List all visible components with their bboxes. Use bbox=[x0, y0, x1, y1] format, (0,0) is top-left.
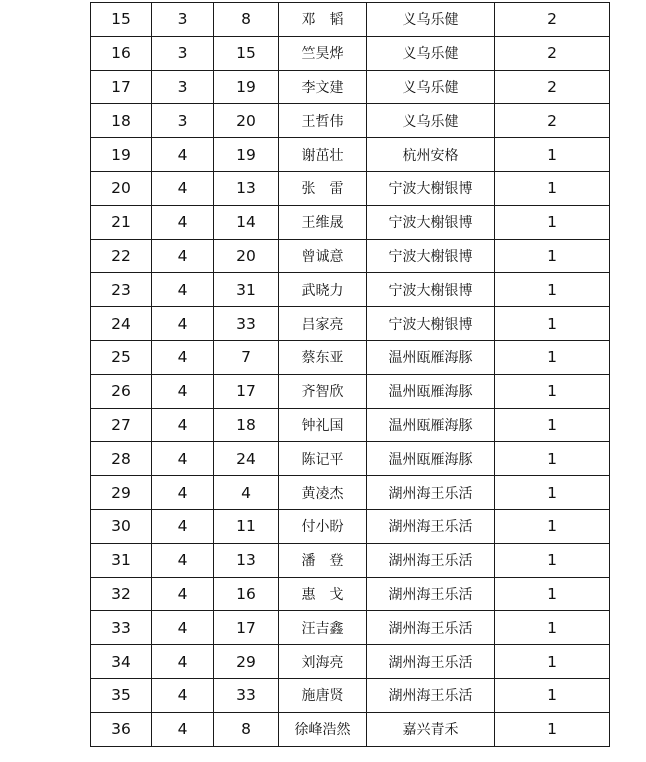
player-name-cell: 蔡东亚 bbox=[279, 340, 367, 374]
player-number-cell: 13 bbox=[214, 543, 279, 577]
round-cell: 4 bbox=[152, 340, 214, 374]
round-cell: 3 bbox=[152, 70, 214, 104]
rank-cell: 16 bbox=[91, 36, 152, 70]
player-number-cell: 16 bbox=[214, 577, 279, 611]
round-cell: 4 bbox=[152, 509, 214, 543]
club-cell: 湖州海王乐活 bbox=[367, 611, 495, 645]
club-cell: 湖州海王乐活 bbox=[367, 645, 495, 679]
rank-cell: 22 bbox=[91, 239, 152, 273]
player-name-cell: 曾诚意 bbox=[279, 239, 367, 273]
club-cell: 义乌乐健 bbox=[367, 3, 495, 37]
rank-cell: 31 bbox=[91, 543, 152, 577]
club-cell: 杭州安格 bbox=[367, 138, 495, 172]
rank-cell: 27 bbox=[91, 408, 152, 442]
rank-cell: 33 bbox=[91, 611, 152, 645]
round-cell: 4 bbox=[152, 138, 214, 172]
player-name-cell: 邓 韬 bbox=[279, 3, 367, 37]
club-cell: 湖州海王乐活 bbox=[367, 509, 495, 543]
player-number-cell: 17 bbox=[214, 611, 279, 645]
rank-cell: 36 bbox=[91, 712, 152, 746]
player-name-cell: 陈记平 bbox=[279, 442, 367, 476]
player-number-cell: 19 bbox=[214, 70, 279, 104]
table-row bbox=[91, 36, 610, 70]
count-cell: 1 bbox=[495, 645, 610, 679]
club-cell: 湖州海王乐活 bbox=[367, 543, 495, 577]
table-row bbox=[91, 577, 610, 611]
round-cell: 4 bbox=[152, 476, 214, 510]
club-cell: 嘉兴青禾 bbox=[367, 712, 495, 746]
round-cell: 4 bbox=[152, 712, 214, 746]
player-name-cell: 施唐贤 bbox=[279, 678, 367, 712]
count-cell: 1 bbox=[495, 205, 610, 239]
table-row bbox=[91, 70, 610, 104]
player-number-cell: 31 bbox=[214, 273, 279, 307]
round-cell: 4 bbox=[152, 273, 214, 307]
rank-cell: 19 bbox=[91, 138, 152, 172]
club-cell: 温州瓯雁海豚 bbox=[367, 374, 495, 408]
table-row bbox=[91, 645, 610, 679]
round-cell: 4 bbox=[152, 239, 214, 273]
round-cell: 4 bbox=[152, 611, 214, 645]
table-row bbox=[91, 273, 610, 307]
player-name-cell: 惠 戈 bbox=[279, 577, 367, 611]
table-row bbox=[91, 408, 610, 442]
count-cell: 1 bbox=[495, 307, 610, 341]
club-cell: 宁波大榭银博 bbox=[367, 273, 495, 307]
rank-cell: 25 bbox=[91, 340, 152, 374]
player-number-cell: 14 bbox=[214, 205, 279, 239]
table-row bbox=[91, 712, 610, 746]
table-row bbox=[91, 3, 610, 37]
player-name-cell: 付小盼 bbox=[279, 509, 367, 543]
player-number-cell: 20 bbox=[214, 239, 279, 273]
round-cell: 4 bbox=[152, 577, 214, 611]
table-row bbox=[91, 138, 610, 172]
player-name-cell: 黄凌杰 bbox=[279, 476, 367, 510]
club-cell: 义乌乐健 bbox=[367, 70, 495, 104]
table-row bbox=[91, 307, 610, 341]
table-row bbox=[91, 611, 610, 645]
round-cell: 4 bbox=[152, 171, 214, 205]
round-cell: 4 bbox=[152, 543, 214, 577]
round-cell: 3 bbox=[152, 3, 214, 37]
round-cell: 4 bbox=[152, 374, 214, 408]
table-row bbox=[91, 678, 610, 712]
count-cell: 1 bbox=[495, 273, 610, 307]
round-cell: 4 bbox=[152, 645, 214, 679]
player-number-cell: 24 bbox=[214, 442, 279, 476]
club-cell: 湖州海王乐活 bbox=[367, 678, 495, 712]
rank-cell: 24 bbox=[91, 307, 152, 341]
rank-cell: 35 bbox=[91, 678, 152, 712]
count-cell: 1 bbox=[495, 374, 610, 408]
club-cell: 温州瓯雁海豚 bbox=[367, 408, 495, 442]
club-cell: 宁波大榭银博 bbox=[367, 307, 495, 341]
count-cell: 1 bbox=[495, 678, 610, 712]
rank-cell: 20 bbox=[91, 171, 152, 205]
count-cell: 2 bbox=[495, 104, 610, 138]
player-number-cell: 20 bbox=[214, 104, 279, 138]
player-number-cell: 17 bbox=[214, 374, 279, 408]
player-name-cell: 潘 登 bbox=[279, 543, 367, 577]
rank-cell: 28 bbox=[91, 442, 152, 476]
player-name-cell: 竺昊烨 bbox=[279, 36, 367, 70]
player-number-cell: 8 bbox=[214, 712, 279, 746]
club-cell: 温州瓯雁海豚 bbox=[367, 442, 495, 476]
table-row bbox=[91, 340, 610, 374]
round-cell: 4 bbox=[152, 442, 214, 476]
round-cell: 3 bbox=[152, 104, 214, 138]
player-name-cell: 王维晟 bbox=[279, 205, 367, 239]
player-number-cell: 33 bbox=[214, 678, 279, 712]
club-cell: 温州瓯雁海豚 bbox=[367, 340, 495, 374]
count-cell: 1 bbox=[495, 442, 610, 476]
count-cell: 1 bbox=[495, 543, 610, 577]
player-name-cell: 武晓力 bbox=[279, 273, 367, 307]
count-cell: 2 bbox=[495, 3, 610, 37]
rank-cell: 30 bbox=[91, 509, 152, 543]
player-name-cell: 张 雷 bbox=[279, 171, 367, 205]
table-row bbox=[91, 104, 610, 138]
rank-cell: 32 bbox=[91, 577, 152, 611]
table-row bbox=[91, 171, 610, 205]
round-cell: 4 bbox=[152, 408, 214, 442]
player-number-cell: 33 bbox=[214, 307, 279, 341]
rank-cell: 26 bbox=[91, 374, 152, 408]
count-cell: 1 bbox=[495, 577, 610, 611]
club-cell: 宁波大榭银博 bbox=[367, 205, 495, 239]
count-cell: 2 bbox=[495, 70, 610, 104]
results-table bbox=[90, 2, 610, 747]
results-table-body bbox=[91, 3, 610, 747]
table-row bbox=[91, 374, 610, 408]
table-row bbox=[91, 476, 610, 510]
player-number-cell: 7 bbox=[214, 340, 279, 374]
player-name-cell: 汪吉鑫 bbox=[279, 611, 367, 645]
count-cell: 1 bbox=[495, 712, 610, 746]
player-name-cell: 谢茁壮 bbox=[279, 138, 367, 172]
player-number-cell: 8 bbox=[214, 3, 279, 37]
player-name-cell: 钟礼国 bbox=[279, 408, 367, 442]
club-cell: 湖州海王乐活 bbox=[367, 476, 495, 510]
count-cell: 1 bbox=[495, 408, 610, 442]
player-name-cell: 吕家亮 bbox=[279, 307, 367, 341]
rank-cell: 34 bbox=[91, 645, 152, 679]
results-table-container bbox=[90, 2, 610, 747]
count-cell: 2 bbox=[495, 36, 610, 70]
count-cell: 1 bbox=[495, 340, 610, 374]
club-cell: 义乌乐健 bbox=[367, 36, 495, 70]
table-row bbox=[91, 509, 610, 543]
club-cell: 宁波大榭银博 bbox=[367, 171, 495, 205]
rank-cell: 23 bbox=[91, 273, 152, 307]
rank-cell: 18 bbox=[91, 104, 152, 138]
table-row bbox=[91, 239, 610, 273]
table-row bbox=[91, 543, 610, 577]
table-row bbox=[91, 442, 610, 476]
count-cell: 1 bbox=[495, 509, 610, 543]
player-number-cell: 13 bbox=[214, 171, 279, 205]
rank-cell: 21 bbox=[91, 205, 152, 239]
club-cell: 湖州海王乐活 bbox=[367, 577, 495, 611]
player-number-cell: 29 bbox=[214, 645, 279, 679]
player-number-cell: 15 bbox=[214, 36, 279, 70]
round-cell: 3 bbox=[152, 36, 214, 70]
table-row bbox=[91, 205, 610, 239]
count-cell: 1 bbox=[495, 476, 610, 510]
player-name-cell: 李文建 bbox=[279, 70, 367, 104]
rank-cell: 29 bbox=[91, 476, 152, 510]
player-name-cell: 刘海亮 bbox=[279, 645, 367, 679]
club-cell: 宁波大榭银博 bbox=[367, 239, 495, 273]
count-cell: 1 bbox=[495, 171, 610, 205]
rank-cell: 15 bbox=[91, 3, 152, 37]
rank-cell: 17 bbox=[91, 70, 152, 104]
player-name-cell: 徐峰浩然 bbox=[279, 712, 367, 746]
player-number-cell: 18 bbox=[214, 408, 279, 442]
round-cell: 4 bbox=[152, 307, 214, 341]
count-cell: 1 bbox=[495, 138, 610, 172]
player-number-cell: 4 bbox=[214, 476, 279, 510]
count-cell: 1 bbox=[495, 611, 610, 645]
club-cell: 义乌乐健 bbox=[367, 104, 495, 138]
player-name-cell: 王哲伟 bbox=[279, 104, 367, 138]
player-number-cell: 11 bbox=[214, 509, 279, 543]
count-cell: 1 bbox=[495, 239, 610, 273]
round-cell: 4 bbox=[152, 205, 214, 239]
round-cell: 4 bbox=[152, 678, 214, 712]
player-number-cell: 19 bbox=[214, 138, 279, 172]
player-name-cell: 齐智欣 bbox=[279, 374, 367, 408]
